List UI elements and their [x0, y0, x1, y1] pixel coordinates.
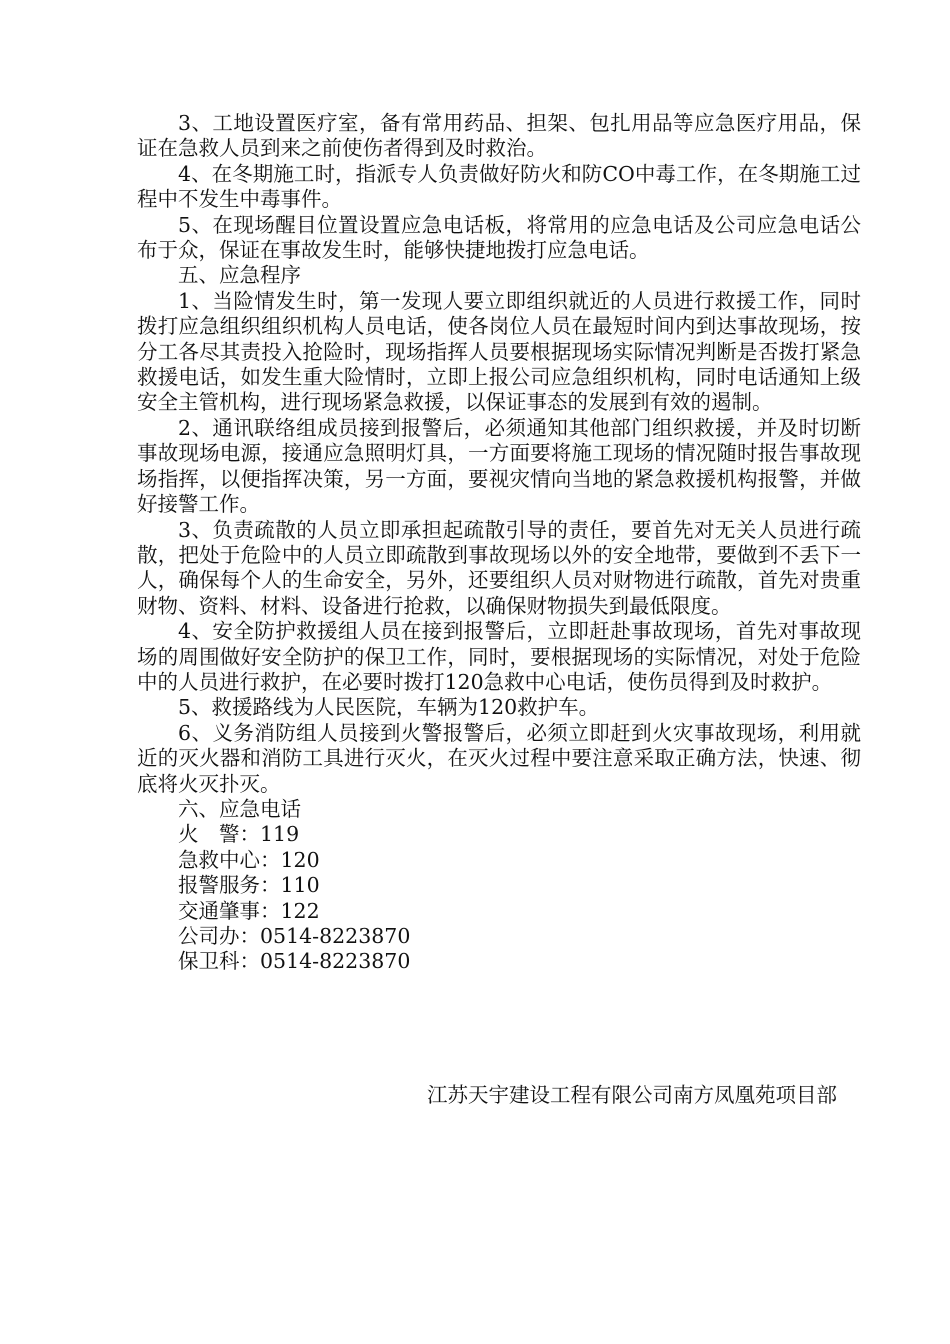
procedure-paragraph-5: 5、救援路线为人民医院，车辆为120救护车。	[178, 695, 600, 720]
phone-fire: 火 警：119	[178, 822, 300, 847]
phone-security-dept: 保卫科：0514-8223870	[178, 949, 411, 974]
signature-organization: 江苏天宇建设工程有限公司南方凤凰苑项目部	[427, 1083, 837, 1107]
procedure-paragraph-1: 1、当险情发生时，第一发现人要立即组织就近的人员进行救援工作，同时拨打应急组织组织机构人员电话，使各岗位人员在最短时间内到达事故现场，按分工各尽其责投入抢险时，现场指挥人员要根据现场实际情况判断是否拨打紧急救援电话，如发生重大险情时，立即上报公司应急组织机构，同时电话通知上级安全主管机构，进行现场紧急救援，以保证事态的发展到有效的遏制。	[137, 288, 861, 415]
phone-ambulance: 急救中心：120	[178, 847, 320, 872]
paragraph-medical-room: 3、工地设置医疗室，备有常用药品、担架、包扎用品等应急医疗用品，保证在急救人员到来之前使伤者得到及时救治。	[137, 111, 861, 161]
paragraph-emergency-phone-board: 5、在现场醒目位置设置应急电话板，将常用的应急电话及公司应急电话公布于众，保证在事故发生时，能够快捷地拨打应急电话。	[137, 212, 861, 263]
procedure-paragraph-3: 3、负责疏散的人员立即承担起疏散引导的责任，要首先对无关人员进行疏散，把处于危险中的人员立即疏散到事故现场以外的安全地带，要做到不丢下一人，确保每个人的生命安全，另外，还要组织人员对财物进行疏散，首先对贵重财物、资料、材料、设备进行抢救，以确保财物损失到最低限度。	[137, 517, 861, 618]
section-heading-emergency-procedure: 五、应急程序	[178, 263, 301, 288]
phone-company-office: 公司办：0514-8223870	[178, 924, 411, 948]
phone-police: 报警服务：110	[178, 873, 320, 898]
document-body	[137, 111, 861, 975]
phone-traffic: 交通肇事：122	[178, 898, 320, 923]
procedure-paragraph-2: 2、通讯联络组成员接到报警后，必须通知其他部门组织救援，并及时切断事故现场电源，接通应急照明灯具，一方面要将施工现场的情况随时报告事故现场指挥，以便指挥决策，另一方面，要视灾情向当地的紧急救援机构报警，并做好接警工作。	[137, 415, 861, 517]
procedure-paragraph-6: 6、义务消防组人员接到火警报警后，必须立即赶到火灾事故现场，利用就近的灭火器和消防工具进行灭火，在灭火过程中要注意采取正确方法，快速、彻底将火灭扑灭。	[137, 720, 861, 796]
section-heading-emergency-phones: 六、应急电话	[178, 796, 301, 821]
paragraph-winter-construction: 4、在冬期施工时，指派专人负责做好防火和防CO中毒工作，在冬期施工过程中不发生中毒事件。	[137, 161, 861, 212]
procedure-paragraph-4: 4、安全防护救援组人员在接到报警后，立即赶赴事故现场，首先对事故现场的周围做好安全防护的保卫工作，同时，要根据现场的实际情况，对处于危险中的人员进行救护，在必要时拨打120急救中心电话，使伤员得到及时救护。	[137, 619, 861, 694]
